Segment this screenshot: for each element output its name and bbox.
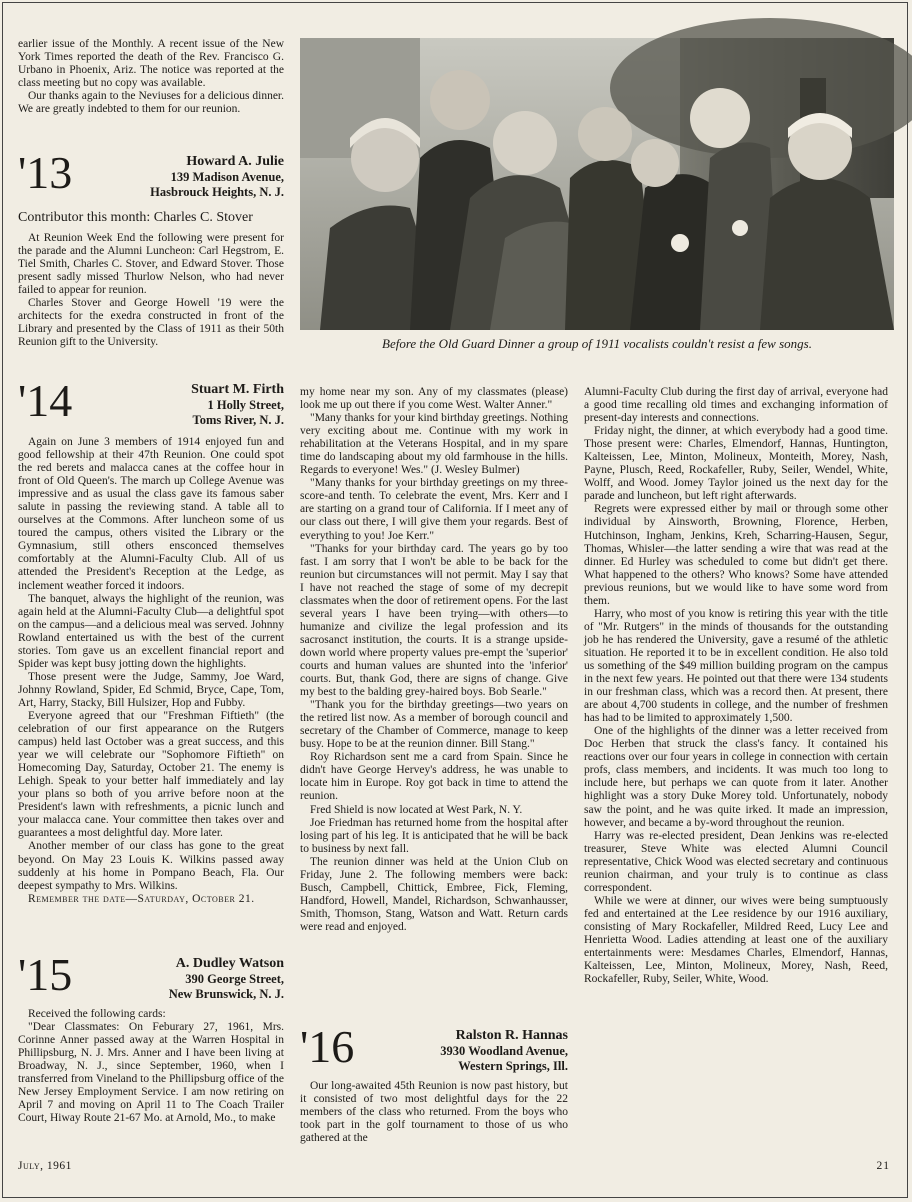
class-16-name: Ralston R. Hannas xyxy=(455,1028,568,1043)
reunion-photo xyxy=(300,38,894,330)
class-13-paragraph-2: Charles Stover and George Howell '19 were the architects for the exedra constructed in front of the Library and presented by the Class of 1911 as their 50th Reunion gift to the University. xyxy=(18,297,284,349)
class-16-body-continued xyxy=(584,386,888,1156)
class-14-paragraph-3: Those present were the Judge, Sammy, Joe Ward, Johnny Rowland, Spider, Ed Schmid, Bryce, Cape, Tom, Art, Harry, Stacky, Bill Hulsizer, Hop and Fubby. xyxy=(18,670,284,709)
col3-paragraph-1: Alumni-Faculty Club during the first day of arrival, everyone had a good time recalling old times and exchanging information of present-day interests and connections. xyxy=(584,386,888,425)
col2-paragraph-2: "Many thanks for your kind birthday greetings. Nothing very exciting about me. Continue with my work in rehabilitation at the Veterans Hospital, and in my spare time do landscaping about my old farmhouse in the hills. Regards to everyone! Wes." (J. Wesley Bulmer) xyxy=(300,412,568,477)
class-13-address-1: 139 Madison Avenue, xyxy=(170,170,284,184)
class-13-header xyxy=(18,147,284,210)
class-13-paragraph-1: At Reunion Week End the following were present for the parade and the Alumni Luncheon: Carl Hegstrom, E. Tiel Smith, Charles C. Stover, and Edward Stover. Those present sadly missed Thurlow Nelson, who had never failed to appear for reunion. xyxy=(18,232,284,297)
class-14-paragraph-4: Everyone agreed that our "Freshman Fiftieth" (the celebration of our first appearance on the Rutgers campus) held last October was a great success, and this year we will celebrate our "Sophomore Fiftieth" on Homecoming Day, Saturday, October 21. The enemy is Lehigh. Speak to your better half immediately and lay your plans so both of you arrive before noon at the President's lawn with refreshments, a picnic lunch and your malacca cane. Your committee then takes over and guarantees a most delightful day. More later. xyxy=(18,709,284,840)
intro-text xyxy=(18,38,284,142)
col3-paragraph-7: While we were at dinner, our wives were being sumptuously fed and entertained at the Lee residence by our 1916 auxiliary, consisting of Mary Rockafeller, Mildred Reed, Lucy Lee and Henrietta Wood. Ladies attending at least one of the auxiliary entertainments were: Mesdames Charles, Elmendorf, Hannas, Kalteissen, Lee, Minton, Molineux, Morey, Nash, Reed, Rockafeller, Ruby, Seiler, White, Wood. xyxy=(584,894,888,986)
class-14-numeral: '14 xyxy=(18,375,73,426)
col2-paragraph-7: Fred Shield is now located at West Park, N. Y. xyxy=(310,803,523,816)
class-16-paragraph-1: Our long-awaited 45th Reunion is now past history, but it consisted of two most delightful days for the 22 members of the class who returned. From the boys who took part in the golf tournament to those of us who gathered at the xyxy=(300,1080,568,1145)
class-14-address-1: 1 Holly Street, xyxy=(207,398,284,412)
class-13-numeral: '13 xyxy=(18,147,73,198)
col2-paragraph-8: Joe Friedman has returned home from the hospital after losing part of his leg. It is anticipated that he will be back to business by next fall. xyxy=(300,816,568,855)
class-15-address-2: New Brunswick, N. J. xyxy=(168,986,284,1001)
col2-paragraph-5: "Thank you for the birthday greetings—two years on the retired list now. As a member of borough council and secretary of the Chamber of Commerce, manage to keep busy. Hope to be at the reunion dinner. Bill Stang." xyxy=(300,699,568,751)
class-14-name: Stuart M. Firth xyxy=(191,382,284,397)
col3-paragraph-3: Regrets were expressed either by mail or through some other individual by Ainsworth, Browning, Florence, Herben, Hutchinson, Ingham, Jenkins, Kreh, Scharring-Hausen, Segur, Thomas, Whisler—the latter sending a wire that was read at the dinner. Ed Hurley was scheduled to come but didn't get there. What happened to the others? Who knows? Some have attended previous reunions, but we would like to have some word from them. xyxy=(584,503,888,607)
class-15-address-1: 390 George Street, xyxy=(185,972,284,986)
class-15-correspondent xyxy=(169,956,284,1001)
col2-paragraph-9: The reunion dinner was held at the Union Club on Friday, June 2. The following members were back: Busch, Campbell, Chittick, Embree, Fick, Fleming, Handford, Howell, Mandel, Richardson, Schwanhausser, Smith, Thomson, Stang, Watson and Watt. Return cards were read and enjoyed. xyxy=(300,855,568,933)
intro-paragraph-2: Our thanks again to the Neviuses for a delicious dinner. We are greatly indebted to them for our reunion. xyxy=(18,90,284,116)
class-14-body xyxy=(18,436,284,942)
col3-paragraph-4: Harry, who most of you know is retiring this year with the title of "Mr. Rutgers" in the minds of thousands for the outstanding job he has rendered the University, gave a resumé of the athletic situation. He reported it to be in excellent condition. He also told us something of the $49 million building program on the campus in the next few years. He pointed out that there were 134 students in our freshman class, which was a record then. At present, there are about 4,700 students in college, and the number of freshmen has had to be limited to approximately 1,500. xyxy=(584,607,888,725)
class-13-name: Howard A. Julie xyxy=(186,154,284,169)
class-15-header xyxy=(18,949,284,1012)
class-16-address-2: Western Springs, Ill. xyxy=(458,1058,568,1073)
class-15-name: A. Dudley Watson xyxy=(175,956,284,971)
col3-paragraph-2: Friday night, the dinner, at which everybody had a good time. Those present were: Charles, Elmendorf, Hannas, Huntington, Kalteissen, Lee, Minton, Molineux, Monteith, Morey, Nash, Payne, Plusch, Reed, Rockafeller, Ruby, Seiler, Wendel, White, Wolff, and Wood. Jomey Taylor joined us the next day for the parade and luncheon, but left right afterwards. xyxy=(584,425,888,503)
intro-paragraph-1: earlier issue of the Monthly. A recent issue of the New York Times reported the death of the Rev. Francisco G. Urbano in Phoenix, Ariz. The notice was reported at the class meeting but no copy was available. xyxy=(18,38,284,90)
col2-paragraph-3: "Many thanks for your birthday greetings on my three-score-and tenth. To celebrate the event, Mrs. Kerr and I are starting on a grand tour of California. If I meet any of our class out there, I will give them your regards. Best of everything to you! Joe Kerr." xyxy=(300,477,568,542)
class-13-body xyxy=(18,232,284,362)
class-14-header xyxy=(18,375,284,438)
class-15-body xyxy=(18,1008,284,1154)
class-15-paragraph-2: "Dear Classmates: On Feburary 27, 1961, Mrs. Corinne Anner passed away at the Warren Hospital in Phillipsburg, N. J. Mrs. Anner and I have been living at Broadway, N. J., since September, 1960, when I transferred from Vineland to the Phillipsburg office of the New Jersey Employment Service. I am now retiring on April 7 and moving on April 11 to The Coach Trailer Court, Hiway Route 21-67 Mo. at Arnold, Mo., to make xyxy=(18,1021,284,1125)
photo-caption: Before the Old Guard Dinner a group of 1911 vocalists couldn't resist a few songs. xyxy=(382,336,812,351)
col2-paragraph-6: Roy Richardson sent me a card from Spain. Since he didn't have George Hervey's address, he was unable to locate him in Europe. Roy got back in time to attend the reunion. xyxy=(300,751,568,803)
class-14-remember-date: Remember the date—Saturday, October 21. xyxy=(28,892,255,905)
class-16-address-1: 3930 Woodland Avenue, xyxy=(440,1044,568,1058)
col2-paragraph-4: "Thanks for your birthday card. The years go by too fast. I am sorry that I won't be able to be back for the reunion but circumstances will not permit. May I say that I have not reached the stage of some of my decrepit classmates when the door of retirement opens. For the last several years I have been trying—with others—to humanize and civilize the legal profession and its sacrosanct institution, the courts. It is a strange upside-down world where property values pre-empt the 'superior' courts and human values are shunted into the 'inferior' courts. But, thank God, there are signs of change. Give my best to the balding grey-haired boys. Bob Searle." xyxy=(300,542,568,699)
class-13-address-2: Hasbrouck Heights, N. J. xyxy=(150,184,284,199)
col3-paragraph-6: Harry was re-elected president, Dean Jenkins was re-elected treasurer, Steve White was elected Alumni Council representative, Chick Wood was elected secretary and continuous reunion chairman, and your truly is to continue as class correspondent. xyxy=(584,829,888,894)
class-14-address-2: Toms River, N. J. xyxy=(192,412,284,427)
page-number: 21 xyxy=(876,1160,890,1172)
col2-paragraph-1: my home near my son. Any of my classmates (please) look me up out there if you come West. Walter Anner." xyxy=(300,386,568,412)
class-16-numeral: '16 xyxy=(300,1021,355,1072)
class-15-numeral: '15 xyxy=(18,949,73,1000)
class-13-contributor: Contributor this month: Charles C. Stover xyxy=(18,210,253,225)
class-16-correspondent xyxy=(440,1028,568,1073)
class-16-body xyxy=(300,1080,568,1156)
reunion-photo-image xyxy=(300,38,894,330)
class-14-correspondent xyxy=(191,382,284,427)
footer-date: July, 1961 xyxy=(18,1160,72,1172)
class-15-paragraph-1: Received the following cards: xyxy=(28,1008,166,1020)
class-15-body-continued xyxy=(300,386,568,933)
class-14-paragraph-1: Again on June 3 members of 1914 enjoyed fun and good fellowship at their 47th Reunion. One could spot the red berets and malacca canes at the coffee hour in front of Old Queen's. The march up College Avenue was impressive and as usual the class gave its famous saber salute in passing the reviewing stand. A table all to ourselves at the Commons. After luncheon some of us toured the campus, others visited the Library or the Gymnasium, still others ensconced themselves comfortably at the Alumni-Faculty Club. All of us attended the President's Reception at the Ledge, as inclement weather forced it indoors. xyxy=(18,436,284,592)
class-14-paragraph-5: Another member of our class has gone to the great beyond. On May 23 Louis K. Wilkins passed away suddenly at his home in Pompano Beach, Fla. Our deepest sympathy to Mrs. Wilkins. xyxy=(18,840,284,892)
class-13-correspondent xyxy=(150,154,284,199)
class-16-header xyxy=(300,1021,568,1084)
col3-paragraph-5: One of the highlights of the dinner was a letter received from Doc Herben that struck the class's fancy. It contained his reactions over our four years in college in connection with certain profs, class members, and incidents. It was much too long to include here, but perhaps we can quote from it later. Another highlight was a story Duke Morey told. Unfortunately, nobody saw the point, and he was quite irked. It made an impression, however, and became a by-word throughout the reunion. xyxy=(584,725,888,829)
class-14-paragraph-2: The banquet, always the highlight of the reunion, was again held at the Alumni-Faculty Club—a delightful spot on the campus—and a delicious meal was served. Johnny Rowland entertained us with the best of the current stories. Tom gave us an excellent financial report and Spider was kept busy jotting down the highlights. xyxy=(18,592,284,670)
